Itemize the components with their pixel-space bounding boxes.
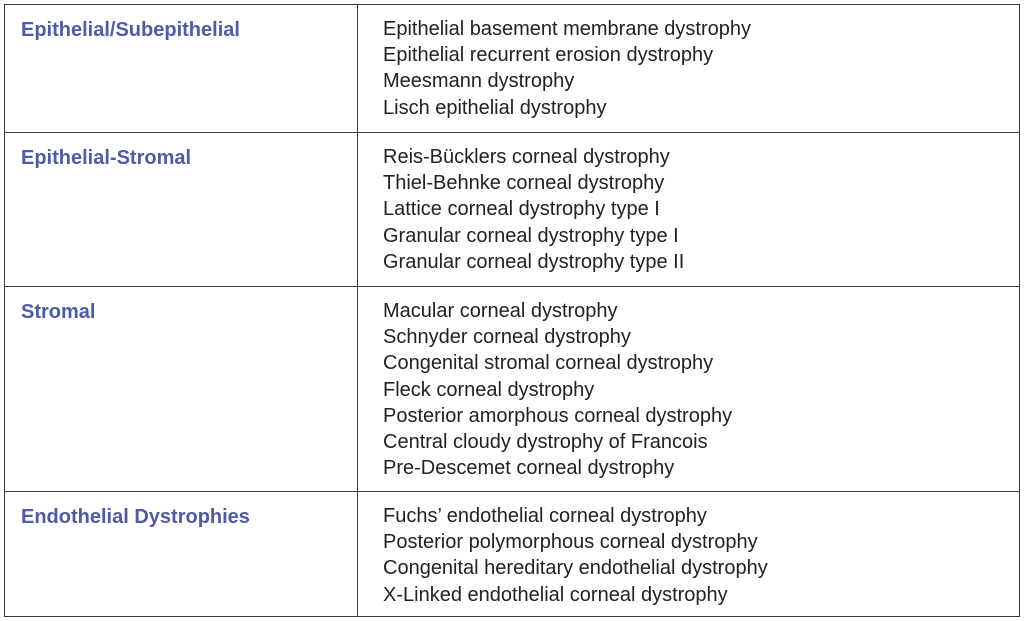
category-cell (5, 5, 358, 133)
table-row (5, 492, 1020, 617)
list-item: X-Linked endothelial corneal dystrophy (383, 583, 728, 606)
dystrophy-table-container (4, 4, 1019, 617)
list-item: Posterior polymorphous corneal dystrophy (383, 531, 758, 554)
list-item: Meesmann dystrophy (383, 70, 575, 93)
list-item: Macular corneal dystrophy (383, 300, 618, 322)
items-cell (358, 5, 1020, 133)
list-item: Lattice corneal dystrophy type I (383, 198, 660, 221)
list-item: Central cloudy dystrophy of Francois (383, 431, 708, 454)
list-item: Reis-Bücklers corneal dystrophy (383, 146, 670, 168)
list-item: Granular corneal dystrophy type I (383, 224, 679, 247)
category-label: Epithelial/Subepithelial (21, 19, 240, 41)
items-cell (358, 133, 1020, 287)
category-cell (5, 492, 358, 617)
list-item: Fuchs’ endothelial corneal dystrophy (383, 505, 707, 527)
list-item: Epithelial recurrent erosion dystrophy (383, 44, 714, 67)
list-item: Pre-Descemet corneal dystrophy (383, 457, 675, 480)
list-item: Congenital stromal corneal dystrophy (383, 352, 714, 375)
category-cell (5, 287, 358, 492)
category-label: Epithelial-Stromal (21, 147, 192, 169)
category-cell (5, 133, 358, 287)
items-cell (358, 287, 1020, 492)
list-item: Fleck corneal dystrophy (383, 378, 595, 401)
table-row (5, 133, 1020, 287)
table-row (5, 287, 1020, 492)
list-item: Posterior amorphous corneal dystrophy (383, 404, 733, 427)
list-item: Thiel-Behnke corneal dystrophy (383, 172, 665, 195)
list-item: Schnyder corneal dystrophy (383, 326, 631, 349)
category-label: Stromal (21, 301, 96, 323)
list-item: Congenital hereditary endothelial dystrophy (383, 557, 768, 580)
corneal-dystrophy-table (4, 4, 1020, 617)
list-item: Lisch epithelial dystrophy (383, 96, 607, 119)
list-item: Granular corneal dystrophy type II (383, 250, 685, 273)
list-item: Epithelial basement membrane dystrophy (383, 18, 751, 40)
table-row (5, 5, 1020, 133)
items-cell (358, 492, 1020, 617)
category-label: Endothelial Dystrophies (21, 506, 250, 528)
